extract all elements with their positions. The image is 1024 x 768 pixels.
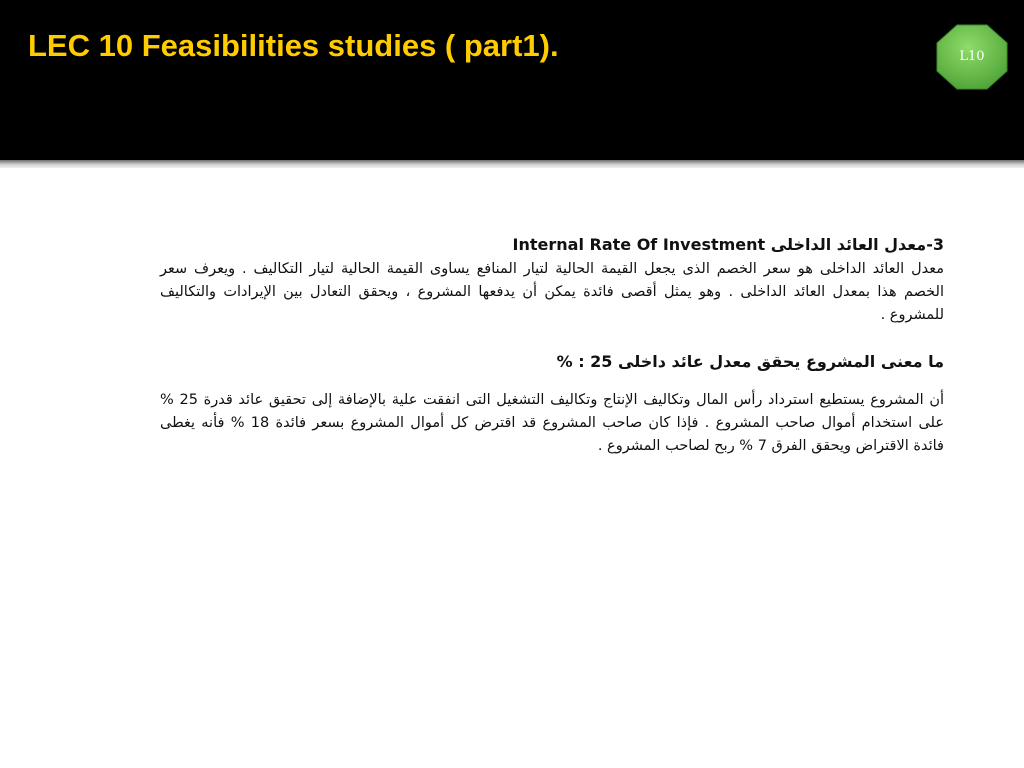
definition-paragraph: معدل العائد الداخلى هو سعر الخصم الذى يجعل القيمة الحالية لتيار المنافع يساوى القيمة الحالية لتيار التكاليف . ويعرف سعر الخصم هذا بمعدل العائد الداخلى . وهو يمثل أقصى فائدة يمكن أن يدفعها المشروع ، ويحقق التعادل بين الإيرادات والتكاليف للمشروع . — [160, 261, 944, 323]
badge-label: L10 — [959, 49, 985, 64]
question-heading: ما معنى المشروع يحقق معدل عائد داخلى 25 : % — [556, 352, 944, 371]
lecture-badge — [936, 24, 1008, 90]
spacer — [160, 375, 944, 389]
slide-title: LEC 10 Feasibilities studies ( part1). — [28, 28, 559, 63]
spacer — [160, 327, 944, 349]
title-bar — [0, 0, 1024, 160]
section-heading: 3-معدل العائد الداخلى Internal Rate Of Investment — [512, 235, 944, 254]
header-divider — [0, 160, 1024, 168]
answer-paragraph: أن المشروع يستطيع استرداد رأس المال وتكاليف الإنتاج وتكاليف التشغيل التى انفقت علية بالإضافة إلى تحقيق عائد قدرة 25 % على استخدام أموال صاحب المشروع . فإذا كان صاحب المشروع قد اقترض كل أموال المشروع بسعر فائدة 18 % فأنه يغطى فائدة الاقتراض ويحقق الفرق 7 % ربح لصاحب المشروع . — [160, 392, 945, 454]
slide-body — [160, 232, 944, 458]
